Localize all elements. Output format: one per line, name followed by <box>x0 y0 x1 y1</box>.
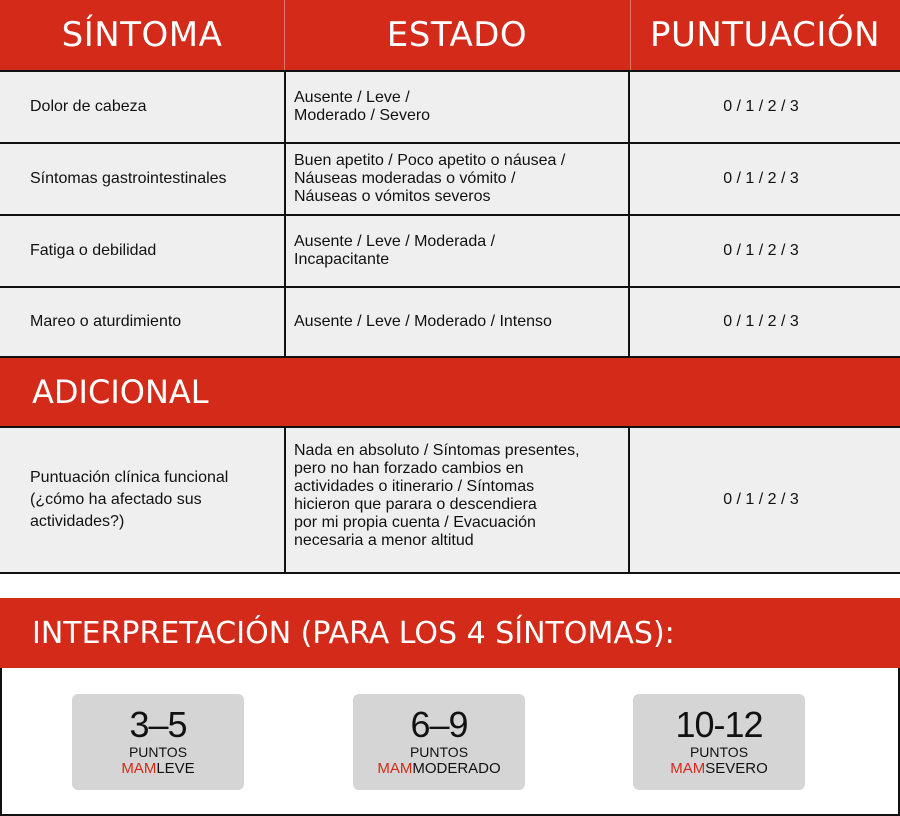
state-line: Incapacitante <box>294 251 390 268</box>
column-divider <box>628 288 630 356</box>
state-cell <box>294 144 624 214</box>
table-header <box>0 0 900 72</box>
header-symptom: SÍNTOMA <box>61 15 223 55</box>
card-level <box>121 760 194 778</box>
state-line: Ausente / Leve / Moderado / Intenso <box>294 313 552 330</box>
column-divider <box>284 72 286 142</box>
card-range: 6–9 <box>410 704 468 745</box>
card-prefix: MAM <box>121 760 157 777</box>
state-line: pero no han forzado cambios en <box>294 460 524 477</box>
state-line: Buen apetito / Poco apetito o náusea / <box>294 152 566 169</box>
symptom-cell <box>30 428 280 572</box>
column-divider <box>284 144 286 214</box>
card-level-text: LEVE <box>156 760 195 777</box>
additional-heading: ADICIONAL <box>0 358 900 428</box>
column-divider <box>628 72 630 142</box>
symptom-cell: Dolor de cabeza <box>30 98 147 115</box>
table-row <box>0 72 900 144</box>
card-level-text: SEVERO <box>705 760 768 777</box>
state-cell <box>294 428 624 572</box>
state-cell <box>294 72 624 142</box>
card-prefix: MAM <box>670 760 706 777</box>
card-points: PUNTOS <box>409 744 469 760</box>
card-range: 10-12 <box>675 704 763 745</box>
state-line: hicieron que parara o descendiera <box>294 496 537 513</box>
card-level <box>377 760 500 778</box>
interpretation-heading: INTERPRETACIÓN (PARA LOS 4 SÍNTOMAS): <box>0 598 900 668</box>
symptom-line: (¿cómo ha afectado sus <box>30 491 202 508</box>
table-row <box>0 288 900 358</box>
column-divider <box>284 288 286 356</box>
additional-row <box>0 428 900 574</box>
score-card-severo <box>633 694 805 790</box>
card-points: PUNTOS <box>689 744 749 760</box>
state-line: actividades o itinerario / Síntomas <box>294 478 535 495</box>
state-line: por mi propia cuenta / Evacuación <box>294 514 536 531</box>
state-cell <box>294 288 624 356</box>
state-line: Nada en absoluto / Síntomas presentes, <box>294 442 580 459</box>
symptom-line: actividades?) <box>30 513 125 530</box>
card-prefix: MAM <box>377 760 413 777</box>
state-line: Moderado / Severo <box>294 107 431 124</box>
score-cell: 0 / 1 / 2 / 3 <box>723 491 799 508</box>
score-cell: 0 / 1 / 2 / 3 <box>723 170 799 187</box>
state-line: necesaria a menor altitud <box>294 532 474 549</box>
header-state: ESTADO <box>386 15 528 55</box>
card-level <box>670 760 768 778</box>
state-line: Ausente / Leve / Moderada / <box>294 233 496 250</box>
state-line: Náuseas moderadas o vómito / <box>294 170 516 187</box>
score-card-moderado <box>353 694 525 790</box>
card-level-text: MODERADO <box>412 760 501 777</box>
column-divider <box>284 428 286 572</box>
symptom-cell: Fatiga o debilidad <box>30 242 157 259</box>
symptom-cell: Síntomas gastrointestinales <box>30 170 227 187</box>
column-divider <box>628 216 630 286</box>
column-divider <box>628 428 630 572</box>
table-row <box>0 216 900 288</box>
column-divider <box>628 144 630 214</box>
score-cell: 0 / 1 / 2 / 3 <box>723 98 799 115</box>
symptom-cell: Mareo o aturdimiento <box>30 313 182 330</box>
score-cell: 0 / 1 / 2 / 3 <box>723 313 799 330</box>
card-points: PUNTOS <box>128 744 188 760</box>
column-divider <box>284 216 286 286</box>
symptom-line: Puntuación clínica funcional <box>30 469 229 486</box>
table-row <box>0 144 900 216</box>
score-card-leve <box>72 694 244 790</box>
header-score: PUNTUACIÓN <box>649 15 881 55</box>
score-cell: 0 / 1 / 2 / 3 <box>723 242 799 259</box>
state-line: Náuseas o vómitos severos <box>294 188 491 205</box>
state-cell <box>294 216 624 286</box>
card-range: 3–5 <box>129 704 187 745</box>
state-line: Ausente / Leve / <box>294 89 410 106</box>
